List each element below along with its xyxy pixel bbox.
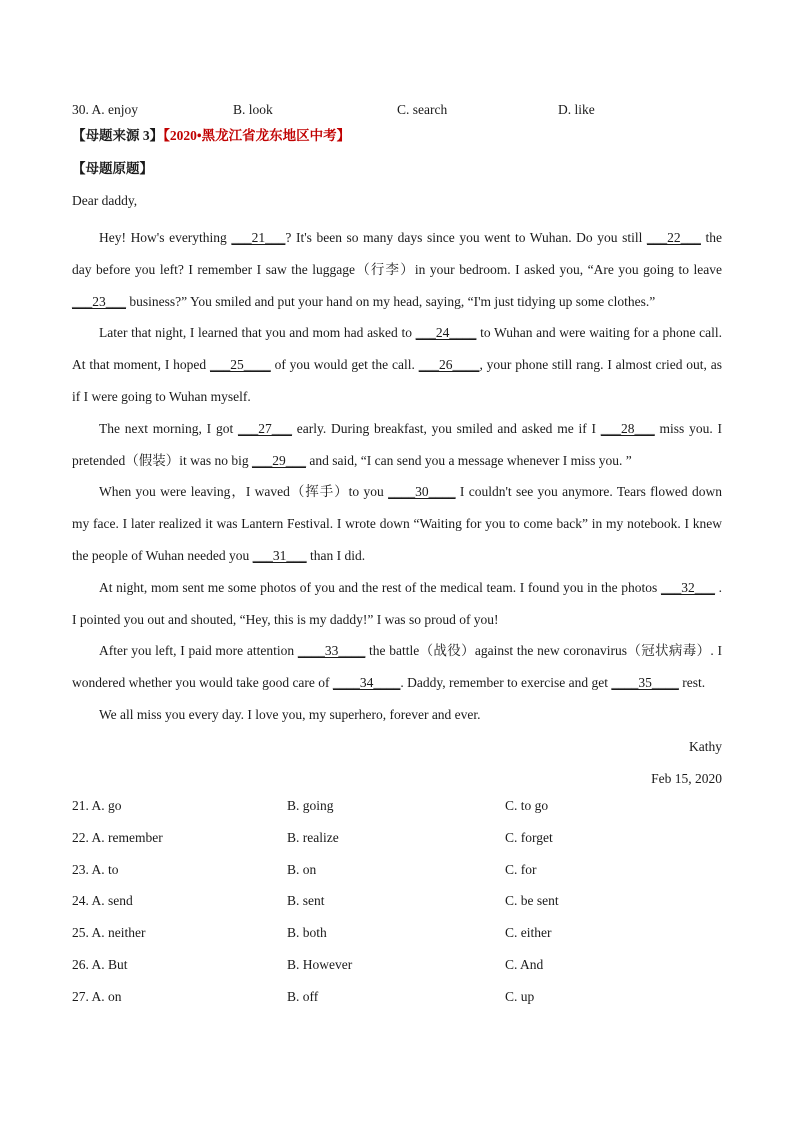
- passage-text: ? It's been so many days since you went to Wuhan. Do you still: [285, 230, 647, 245]
- source-exam: 【2020•黑龙江省龙东地区中考】: [163, 128, 351, 143]
- paragraph-3: [72, 413, 722, 477]
- answer-blank: ___27___: [237, 420, 292, 436]
- choice-option-b: B. However: [287, 957, 353, 972]
- choice-option-c: C. be sent: [505, 893, 559, 909]
- letter-passage: [72, 190, 722, 794]
- choice-option-a: 22. A. remember: [72, 829, 163, 845]
- source-heading: [72, 127, 350, 145]
- choice-option-a: 27. A. on: [72, 988, 122, 1004]
- choice-row: [72, 987, 722, 1007]
- choice-row: [72, 828, 722, 848]
- source-label: 【母题来源 3】: [72, 128, 164, 143]
- choice-option-b: B. off: [287, 988, 319, 1004]
- answer-blank: ___31___: [252, 547, 307, 563]
- choice-option-c: C. up: [505, 988, 535, 1004]
- answer-blank: ___32___: [660, 579, 715, 595]
- passage-text: The next morning, I got: [99, 420, 238, 436]
- passage-text: We all miss you every day. I love you, my superhero, forever and ever.: [99, 706, 481, 722]
- letter-greeting: Dear daddy,: [72, 193, 138, 208]
- answer-blank: ___23___: [72, 293, 126, 309]
- answer-blank: ___24____: [415, 325, 477, 341]
- choice-option-b: B. both: [287, 925, 327, 941]
- answer-blank: ____35____: [611, 675, 679, 691]
- passage-text: I couldn't see you anymore. Tears flowed down my face. I later realized it was Lantern Festival. I wrote down “Waiting for you to come back” in my notebook. I knew the people of Wuhan needed you: [72, 484, 722, 563]
- paragraph-2: [72, 317, 722, 412]
- answer-blank: ___22___: [646, 230, 701, 245]
- choice-option-a: 25. A. neither: [72, 925, 146, 941]
- choice-option-b: B. realize: [287, 829, 339, 845]
- choice-option-c: C. for: [505, 861, 537, 877]
- option-c: C. search: [397, 102, 448, 117]
- answer-blank: ____33____: [297, 643, 366, 659]
- answer-blank: ___26____: [418, 357, 480, 373]
- passage-text: the battle（战役）against the new coronavirus（冠状病毒）. I wondered whether you would take good care of: [72, 643, 722, 691]
- choice-option-a: 23. A. to: [72, 861, 119, 877]
- passage-text: of you would get the call.: [270, 357, 419, 373]
- passage-text: to Wuhan and were waiting for a phone call. At that moment, I hoped: [72, 325, 722, 373]
- answer-blank: ____30____: [388, 484, 456, 500]
- passage-text: the day before you left? I remember I saw the luggage（行李）in your bedroom. I asked you, “Are you going to leave: [72, 230, 722, 277]
- answer-blank: ___21___: [231, 230, 286, 245]
- paragraph-7: [72, 699, 722, 731]
- choice-option-c: C. forget: [505, 829, 553, 845]
- paragraph-1: [72, 222, 722, 317]
- letter-signature: Kathy: [689, 738, 722, 754]
- passage-text: . I pointed you out and shouted, “Hey, this is my daddy!” I was so proud of you!: [72, 579, 723, 627]
- option-b: B. look: [233, 102, 273, 117]
- paragraph-6: [72, 635, 722, 699]
- paragraph-4: [72, 476, 722, 571]
- choice-option-c: C. And: [505, 957, 544, 972]
- passage-text: early. During breakfast, you smiled and asked me if I: [291, 420, 601, 436]
- option-a: 30. A. enjoy: [72, 102, 138, 117]
- choice-row: [72, 923, 722, 943]
- answer-blank: ___29___: [251, 452, 306, 468]
- choice-option-b: B. on: [287, 861, 317, 877]
- choice-option-b: B. sent: [287, 893, 325, 909]
- choice-option-a: 21. A. go: [72, 798, 122, 813]
- passage-text: At night, mom sent me some photos of you and the rest of the medical team. I found you in the photos: [99, 579, 661, 595]
- passage-text: and said, “I can send you a message whenever I miss you. ”: [305, 452, 632, 468]
- choice-option-c: C. either: [505, 925, 552, 941]
- choice-row: [72, 860, 722, 880]
- answer-blank: ____34____: [332, 675, 401, 691]
- passage-text: than I did.: [306, 547, 366, 563]
- choice-option-a: 24. A. send: [72, 893, 133, 909]
- passage-text: miss you. I pretended（假装）it was no big: [72, 420, 722, 468]
- choice-row: [72, 796, 722, 816]
- original-question-label: 【母题原题】: [72, 161, 153, 176]
- passage-text: . Daddy, remember to exercise and get: [400, 675, 612, 691]
- answer-blank: ___28___: [600, 420, 655, 436]
- question-30-options: [72, 100, 722, 120]
- passage-text: Hey! How's everything: [99, 230, 232, 245]
- choice-row: [72, 955, 722, 975]
- letter-date: Feb 15, 2020: [651, 770, 722, 786]
- choice-row: [72, 891, 722, 911]
- passage-text: business?” You smiled and put your hand on my head, saying, “I'm just tidying up some clothes.”: [126, 293, 656, 309]
- answer-blank: ___25____: [210, 357, 271, 373]
- choice-option-a: 26. A. But: [72, 957, 128, 972]
- choice-option-b: B. going: [287, 798, 334, 813]
- paragraph-5: [72, 572, 722, 636]
- passage-text: rest.: [678, 675, 706, 691]
- option-d: D. like: [558, 102, 595, 117]
- choice-option-c: C. to go: [505, 798, 549, 813]
- passage-text: Later that night, I learned that you and mom had asked to: [99, 325, 416, 341]
- passage-text: , your phone still rang. I almost cried out, as if I were going to Wuhan myself.: [72, 357, 723, 404]
- passage-text: After you left, I paid more attention: [99, 643, 298, 659]
- passage-text: When you were leaving，I waved（挥手）to you: [99, 484, 389, 500]
